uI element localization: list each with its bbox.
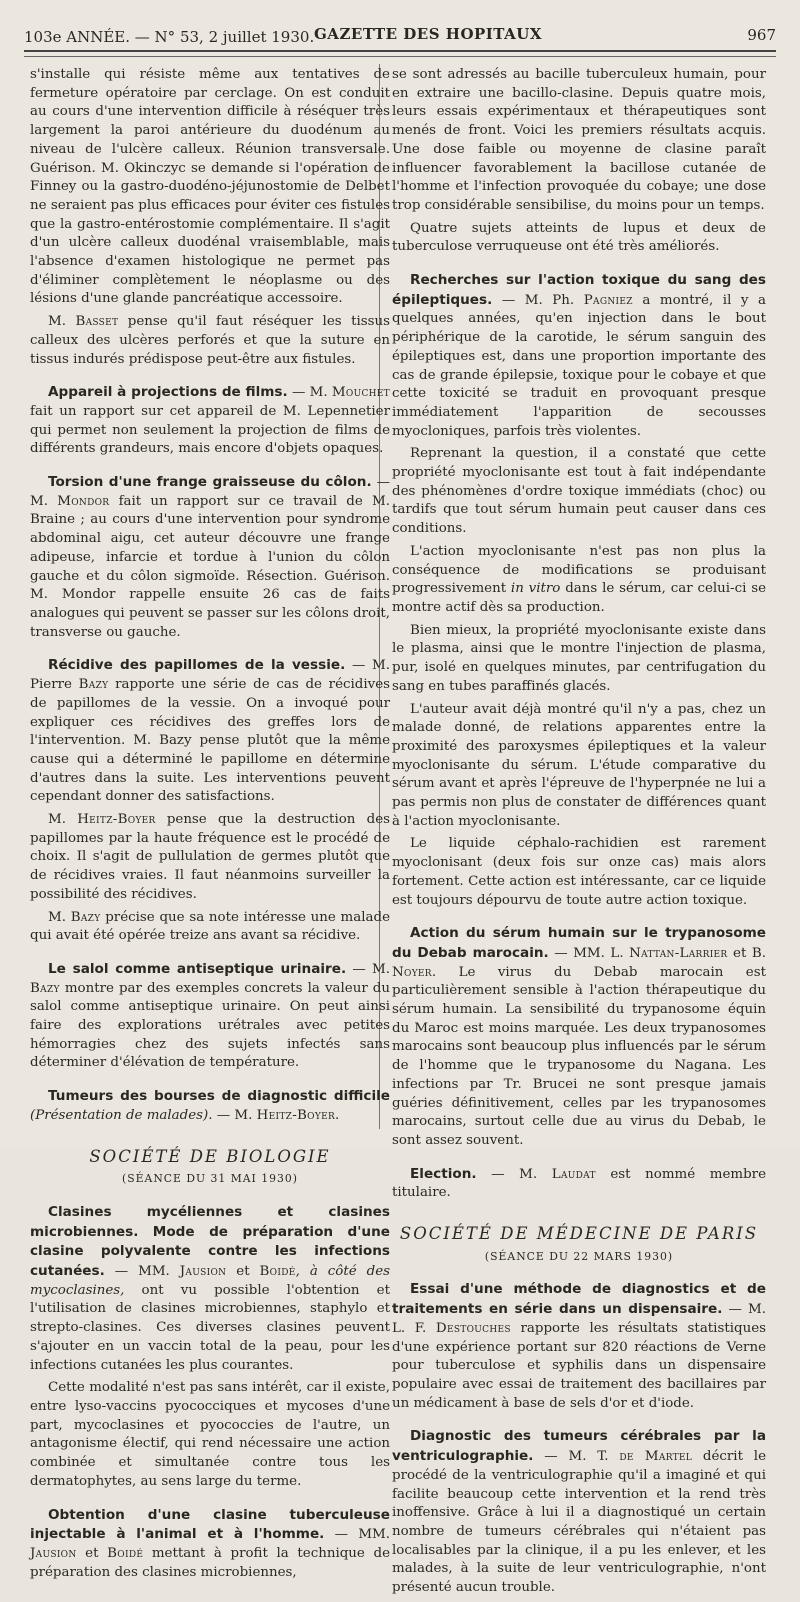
paragraph: Le liquide céphalo-rachidien est rarement myoclonisant (deux fois sur onze cas) mais alors fortement. Cette action est intéressante, car ce liquide est toujours dépourvu de toute autre action toxique. xyxy=(392,836,766,908)
section-heading: Torsion d'une frange graisseuse du côlon. xyxy=(48,474,372,491)
author-name: Nattan-Larrier xyxy=(629,945,728,961)
paragraph: M. Basset pense qu'il faut réséquer les tissus calleux des ulcères perforés et que la suture en tissus indurés prédispose peut-être aux fistules. xyxy=(30,314,390,367)
page-number: 967 xyxy=(747,26,776,44)
paragraph: Essai d'une méthode de diagnostics et de traitements en série dans un dispensaire. — M. L. F. Destouches rapporte les résultats statistiques d'une expérience portant sur 820 réactions de Verne pour tuberculose et syphilis dans un dispensaire populaire avec essai de traitement des bacillaires par un médicament à base de sels d'or et d'iode. xyxy=(392,1281,766,1411)
paragraph: Diagnostic des tumeurs cérébrales par la ventriculographie. — M. T. de Martel décrit le procédé de la ventriculographie qu'il a imaginé et qui facilite beaucoup cette intervention et la rend très inoffensive. Grâce à lui il a diagnostiqué un certain nombre de tumeurs cérébrales qui n'étaient pas localisables par la clinique, il a pu les enlever, et les malades, à la suite de leur ventriculographie, n'ont présenté aucun trouble. xyxy=(392,1428,767,1596)
section-heading: Diagnostic des tumeurs cérébrales par la ventriculographie. xyxy=(392,1428,766,1465)
author-name: Mouchet xyxy=(331,385,390,401)
paragraph: M. Heitz-Boyer pense que la destruction des papillomes par la haute fréquence est le procédé de choix. Il s'agit de pullulation de germes plutôt que de récidives vraies. Il faut néanmoins surveiller la possibilité des récidives. xyxy=(30,812,391,902)
author-name: Heitz-Boyer xyxy=(256,1107,336,1123)
author-name: Bazy xyxy=(30,980,60,996)
paragraph: Appareil à projections de films. — M. Mouchet fait un rapport sur cet appareil de M. Lepennetier qui permet non seulement la projection de films de différents grandeurs, mais encore d'objets opaques. xyxy=(30,384,390,457)
author-name: Jausion xyxy=(30,1545,77,1561)
section-heading: Action du sérum humain sur le trypanosome du Debab marocain. xyxy=(392,925,766,961)
section-heading: Obtention d'une clasine tuberculeuse injectable à l'animal et à l'homme. xyxy=(30,1506,390,1543)
author-name: Bazy xyxy=(70,909,101,925)
author-name: Basset xyxy=(75,314,119,330)
header-rule xyxy=(24,50,776,52)
paragraph: Obtention d'une clasine tuberculeuse injectable à l'animal et à l'homme. — MM. Jausion et Boidé mettant à profit la technique de préparation des clasines microbiennes, xyxy=(30,1506,390,1580)
paragraph: Bien mieux, la propriété myoclonisante existe dans le plasma, ainsi que le montre l'injection de plasma, pur, isolé en quelques minutes, par centrifugation du sang en tubes paraffinés glacés. xyxy=(392,622,766,694)
paragraph: se sont adressés au bacille tuberculeux humain, pour en extraire une bacillo-clasine. Depuis quatre mois, leurs essais expérimentaux et thérapeutiques sont menés de front. Voici les premiers résultats acquis. Une dose faible ou moyenne de clasine paraît influencer favorablement la bacillose cutanée de l'homme et l'infection provoquée du cobaye; une dose trop considérable sensibilise, du moins pour un temps. xyxy=(392,67,766,213)
author-name: Pagniez xyxy=(583,292,633,308)
paragraph: M. Bazy précise que sa note intéresse une malade qui avait été opérée treize ans avant sa récidive. xyxy=(30,909,390,944)
section-heading: Récidive des papillomes de la vessie. xyxy=(48,657,346,674)
paragraph: Reprenant la question, il a constaté que cette propriété myoclonisante est tout à fait indépendante des phénomènes d'ordre toxique immédiats (choc) ou tardifs que tout sérum humain peut causer dans ces conditions. xyxy=(392,446,766,537)
paragraph: Torsion d'une frange graisseuse du côlon. — M. Mondor fait un rapport sur ce travail de M. Braine ; au cours d'une intervention pour syndrome abdominal aigu, cet auteur découvre une frange adipeuse, infarcie et tordue à l'union du côlon gauche et du côlon sigmoïde. Résection. Guérison. M. Mondor rappelle ensuite 26 cas de faits analogues qui peuvent se passer sur les côlons droit, transverse ou gauche. xyxy=(30,474,390,640)
section-heading: Le salol comme antiseptique urinaire. xyxy=(48,960,347,977)
section-heading: Recherches sur l'action toxique du sang des épileptiques. xyxy=(392,272,766,308)
section-heading: Clasines mycéliennes et clasines microbiennes. Mode de préparation d'une clasine polyvalente contre les infections cutanées. xyxy=(30,1203,390,1280)
author-name: Noyer xyxy=(392,964,432,980)
paragraph: L'action myoclonisante n'est pas non plus la conséquence de modifications se produisant progressivement in vitro dans le sérum, car celui-ci se montre actif dès sa production. xyxy=(392,543,766,615)
paragraph: Election. — M. Laudat est nommé membre titulaire. xyxy=(392,1165,766,1201)
left-column xyxy=(30,66,390,1586)
session-date: (SÉANCE DU 31 MAI 1930) xyxy=(122,1172,298,1186)
section-heading: Tumeurs des bourses de diagnostic difficile xyxy=(48,1088,390,1105)
author-name: Jausion xyxy=(179,1264,227,1280)
paragraph: Action du sérum humain sur le trypanosome du Debab marocain. — MM. L. Nattan-Larrier et B. Noyer. Le virus du Debab marocain est particulièrement sensible à l'action thérapeutique du sérum humain. La sensibilité du trypanosome équin du Maroc est moins marquée. Les deux trypanosomes marocains sont beaucoup plus influencés par le sérum de l'homme que le trypanosome du Nagana. Les infections par Tr. Brucei ne sont presque jamais guéries définitivement, celles par les trypanosomes marocains, surtout celle due au virus du Debab, le sont assez souvent. xyxy=(392,925,767,1148)
author-name: de Martel xyxy=(619,1449,693,1465)
paragraph: Recherches sur l'action toxique du sang des épileptiques. — M. Ph. Pagniez a montré, il y a quelques années, qu'en injection dans le bout périphérique de la carotide, le sérum sanguin des épileptiques est, dans une proportion importante des cas de grande épilepsie, toxique pour le cobaye et que cette toxicité se traduit en provoquant presque immédiatement l'apparition de secousses myocloniques, parfois très violentes. xyxy=(392,272,766,439)
author-name: Laudat xyxy=(551,1166,596,1182)
paragraph: Cette modalité n'est pas sans intérêt, car il existe, entre lyso-vaccins pyococciques et mycoses d'une part, mycoclasines et pyococcies de l'autre, un antagonisme électif, qui rend nécessaire une action combinée et simultanée contre tous les dermatophytes, au sens large du terme. xyxy=(30,1380,390,1489)
paragraph: Le salol comme antiseptique urinaire. — M. Bazy montre par des exemples concrets la valeur du salol comme antiseptique urinaire. On peut ainsi faire des explorations urétrales avec petites hémorragies chez des sujets infectés sans déterminer d'élévation de température. xyxy=(30,960,391,1071)
paragraph: Clasines mycéliennes et clasines microbiennes. Mode de préparation d'une clasine polyvalente contre les infections cutanées. — MM. Jausion et Boidé, à côté des mycoclasines, ont vu possible l'obtention et l'utilisation de clasines microbiennes, staphylo et strepto-clasines. Ces diverses clasines peuvent s'ajouter en un vaccin total de la peau, pour les infections cutanées les plus courantes. xyxy=(30,1203,390,1373)
author-name: Boidé xyxy=(259,1264,296,1280)
page-header xyxy=(24,20,776,50)
author-name: Boidé xyxy=(107,1545,144,1561)
author-name: Heitz-Boyer xyxy=(77,812,156,828)
author-name: Destouches xyxy=(435,1320,511,1336)
society-title: SOCIÉTÉ DE BIOLOGIE xyxy=(89,1146,331,1166)
session-date: (SÉANCE DU 22 MARS 1930) xyxy=(484,1249,674,1263)
section-heading: Essai d'une méthode de diagnostics et de traitements en série dans un dispensaire. xyxy=(392,1281,766,1318)
paragraph: Quatre sujets atteints de lupus et deux de tuberculose verruqueuse ont été très améliorés. xyxy=(392,220,766,255)
paragraph: L'auteur avait déjà montré qu'il n'y a pas, chez un malade donné, de relations apparentes entre la proximité des paroxysmes épileptiques et la valeur myoclonisante du sérum. L'étude comparative du sérum avant et après l'épreuve de l'hyperpnée ne lui a pas permis non plus de constater de différences quant à l'action myoclonisante. xyxy=(392,701,766,829)
header-rule-thin xyxy=(24,56,776,57)
journal-title: GAZETTE DES HOPITAUX xyxy=(314,25,543,43)
author-name: Mondor xyxy=(57,493,110,509)
right-column xyxy=(392,66,766,1602)
issue-info: 103e ANNÉE. — N° 53, 2 juillet 1930. xyxy=(24,28,315,46)
paragraph: s'installe qui résiste même aux tentatives de fermeture opératoire par cerclage. On est conduit au cours d'une intervention difficile à réséquer très largement la paroi antérieure du duodénum au niveau de l'ulcère calleux. Réunion transversale. Guérison. M. Okinczyc se demande si l'opération de Finney ou la gastro-duodéno-jéjunostomie de Delbet ne seraient pas plus efficaces pour éviter ces fistules que la gastro-entérostomie complémentaire. Il s'agit d'un ulcère calleux duodénal vraisemblable, mais l'absence d'examen histologique ne permet pas d'éliminer complètement le néoplasme ou des lésions d'une glande pancréatique accessoire. xyxy=(30,67,390,307)
society-title: SOCIÉTÉ DE MÉDECINE DE PARIS xyxy=(399,1224,759,1244)
author-name: Bazy xyxy=(78,677,109,693)
section-heading: Election. xyxy=(410,1165,477,1182)
section-heading: Appareil à projections de films. xyxy=(48,384,288,401)
paragraph: Récidive des papillomes de la vessie. — M. Pierre Bazy rapporte une série de cas de récidives de papillomes de la vessie. On a invoqué pour expliquer ces récidives des greffes lors de l'intervention. M. Bazy pense plutôt que la même cause qui a déterminé le papillome en détermine d'autres dans la suite. Les interventions peuvent cependant donner des satisfactions. xyxy=(30,657,391,805)
paragraph: Tumeurs des bourses de diagnostic difficile (Présentation de malades). — M. Heitz-Boyer. xyxy=(30,1088,390,1123)
